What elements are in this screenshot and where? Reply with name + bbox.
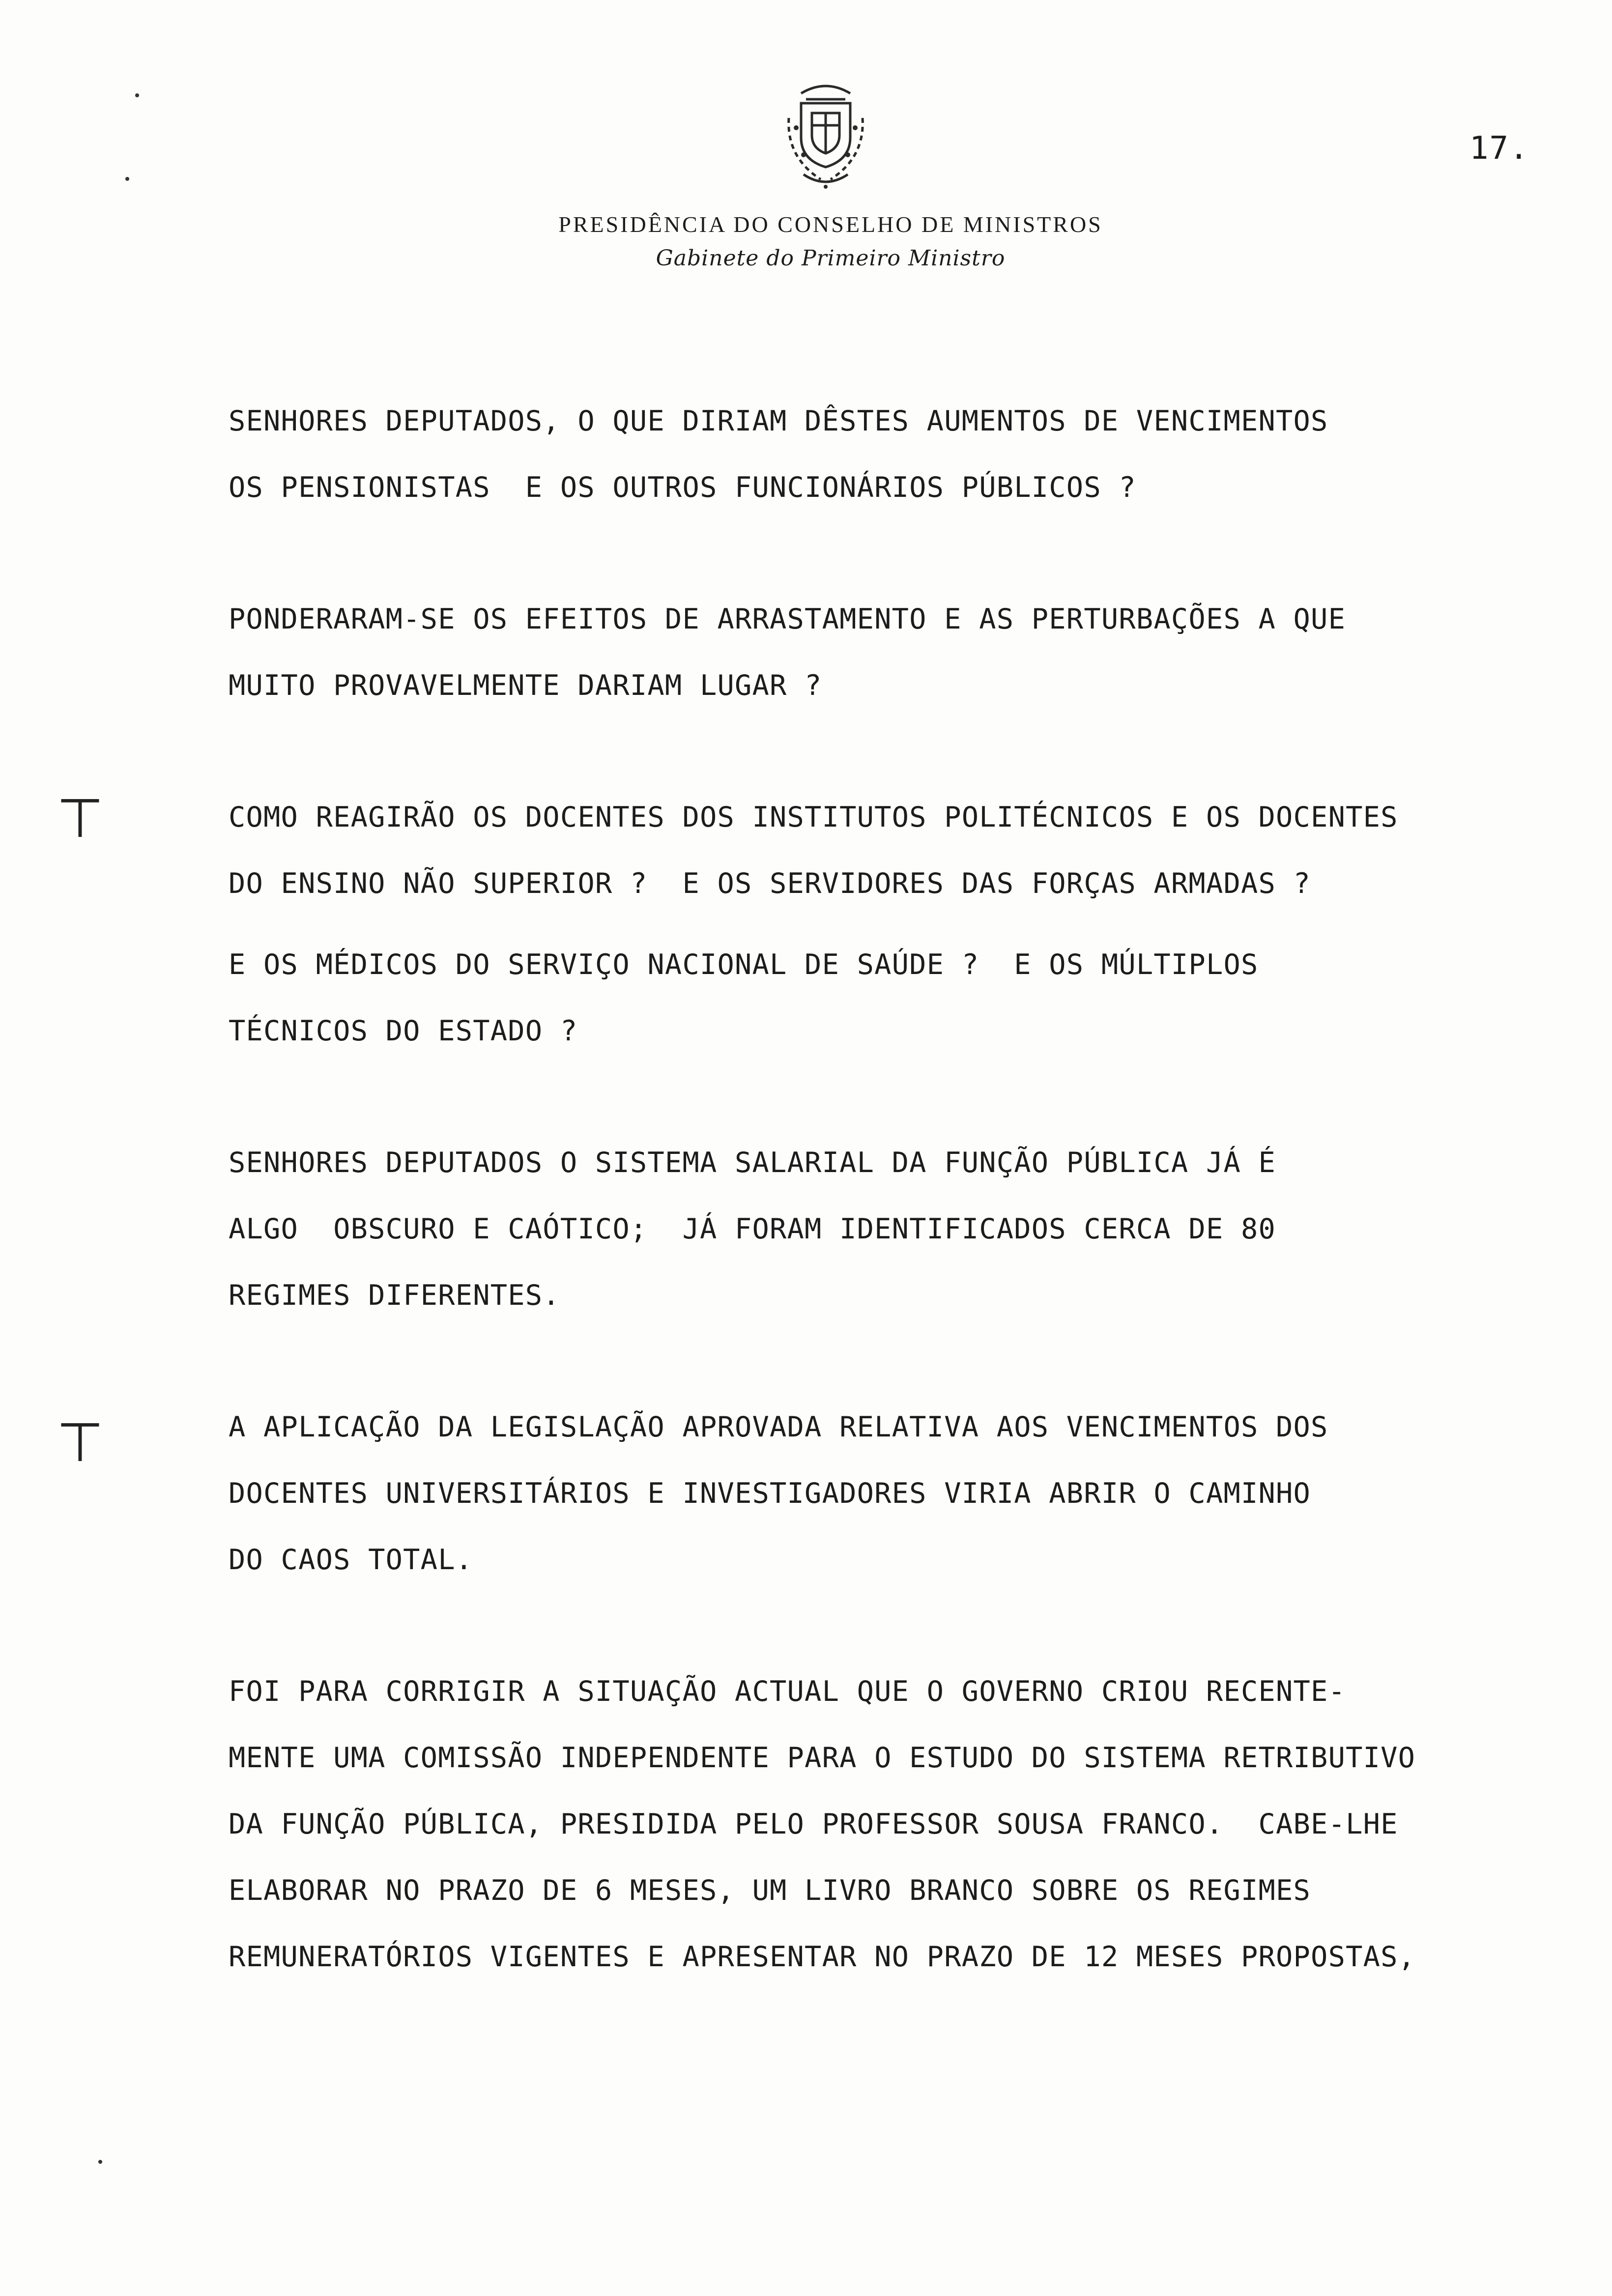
- text-line: SENHORES DEPUTADOS, O QUE DIRIAM DÊSTES AUMENTOS DE VENCIMENTOS: [229, 405, 1328, 437]
- scan-speck: [135, 93, 139, 97]
- text-line: DO CAOS TOTAL.: [229, 1544, 473, 1576]
- paragraph: [229, 388, 1595, 521]
- paragraph: [229, 932, 1595, 1064]
- paragraph: [229, 1130, 1595, 1329]
- text-line: COMO REAGIRÃO OS DOCENTES DOS INSTITUTOS POLITÉCNICOS E OS DOCENTES: [229, 801, 1398, 833]
- text-line: A APLICAÇÃO DA LEGISLAÇÃO APROVADA RELATIVA AOS VENCIMENTOS DOS: [229, 1411, 1328, 1443]
- paragraph: [229, 784, 1595, 917]
- text-line: DO ENSINO NÃO SUPERIOR ? E OS SERVIDORES DAS FORÇAS ARMADAS ?: [229, 867, 1311, 900]
- text-line: DA FUNÇÃO PÚBLICA, PRESIDIDA PELO PROFESSOR SOUSA FRANCO. CABE-LHE: [229, 1808, 1398, 1840]
- scan-speck: [125, 177, 129, 181]
- text-line: MUITO PROVAVELMENTE DARIAM LUGAR ?: [229, 669, 822, 702]
- text-line: TÉCNICOS DO ESTADO ?: [229, 1015, 578, 1047]
- paragraph: [229, 1394, 1595, 1593]
- text-line: OS PENSIONISTAS E OS OUTROS FUNCIONÁRIOS PÚBLICOS ?: [229, 471, 1136, 504]
- institution-name: PRESIDÊNCIA DO CONSELHO DE MINISTROS: [558, 212, 1103, 237]
- text-line: ELABORAR NO PRAZO DE 6 MESES, UM LIVRO BRANCO SOBRE OS REGIMES: [229, 1874, 1311, 1907]
- paragraph: [229, 586, 1595, 719]
- scan-speck: [98, 2160, 102, 2164]
- text-line: REGIMES DIFERENTES.: [229, 1279, 560, 1312]
- page-number: 17.: [1469, 130, 1529, 167]
- text-line: SENHORES DEPUTADOS O SISTEMA SALARIAL DA FUNÇÃO PÚBLICA JÁ É: [229, 1147, 1276, 1179]
- text-line: FOI PARA CORRIGIR A SITUAÇÃO ACTUAL QUE O GOVERNO CRIOU RECENTE-: [229, 1675, 1346, 1708]
- text-line: E OS MÉDICOS DO SERVIÇO NACIONAL DE SAÚDE ? E OS MÚLTIPLOS: [229, 948, 1259, 981]
- office-name: Gabinete do Primeiro Ministro: [656, 246, 1006, 271]
- paragraph: [229, 1659, 1595, 1990]
- text-line: PONDERARAM-SE OS EFEITOS DE ARRASTAMENTO E AS PERTURBAÇÕES A QUE: [229, 603, 1346, 635]
- margin-mark: ⊤: [57, 787, 104, 850]
- margin-mark: ⊤: [57, 1411, 104, 1474]
- body-text: [229, 388, 1595, 2056]
- text-line: REMUNERATÓRIOS VIGENTES E APRESENTAR NO PRAZO DE 12 MESES PROPOSTAS,: [229, 1941, 1416, 1973]
- text-line: MENTE UMA COMISSÃO INDEPENDENTE PARA O ESTUDO DO SISTEMA RETRIBUTIVO: [229, 1742, 1416, 1774]
- text-line: DOCENTES UNIVERSITÁRIOS E INVESTIGADORES VIRIA ABRIR O CAMINHO: [229, 1477, 1311, 1510]
- text-line: ALGO OBSCURO E CAÓTICO; JÁ FORAM IDENTIFICADOS CERCA DE 80: [229, 1213, 1276, 1245]
- coat-of-arms-seal-icon: [767, 74, 885, 197]
